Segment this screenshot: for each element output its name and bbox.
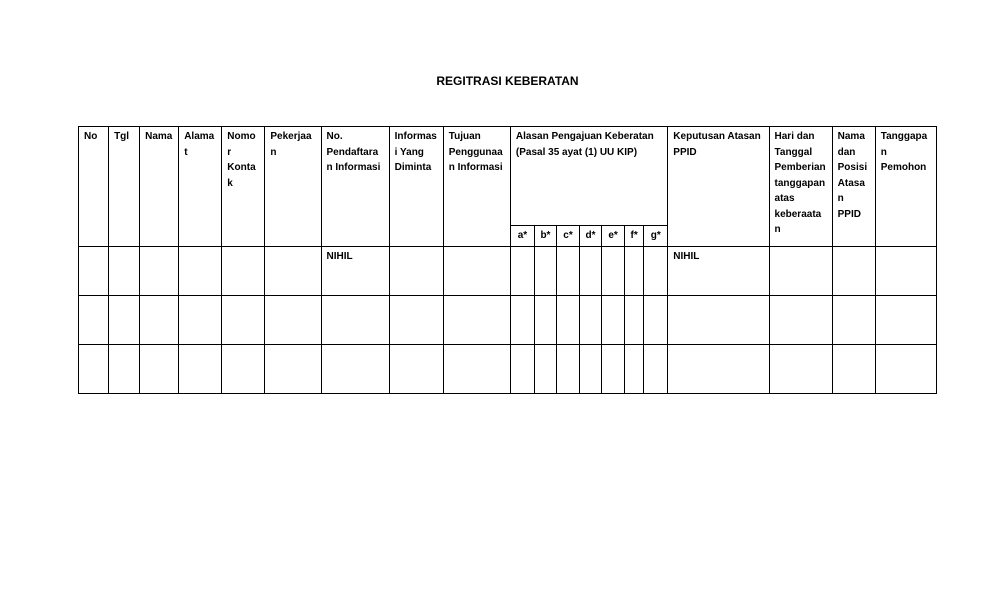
header-hari-tanggal: Hari dan Tanggal Pemberian tanggapan atas keberaatan [769, 127, 832, 247]
header-alasan-d: d* [580, 226, 602, 247]
cell-no-pendaftaran [321, 344, 389, 393]
header-tanggapan: Tanggapan Pemohon [875, 127, 936, 247]
cell-no-pendaftaran [321, 295, 389, 344]
table-row [79, 295, 937, 344]
header-nama-posisi: Nama dan Posisi Atasan PPID [832, 127, 875, 247]
header-no-pendaftaran: No. Pendaftaran Informasi [321, 127, 389, 247]
header-alasan-f: f* [625, 226, 644, 247]
page-title: REGITRASI KEBERATAN [436, 74, 579, 88]
header-alasan-e: e* [602, 226, 625, 247]
header-tgl: Tgl [109, 127, 140, 247]
header-tujuan: Tujuan Penggunaan Informasi [443, 127, 510, 247]
header-alasan-b: b* [534, 226, 556, 247]
header-nama: Nama [140, 127, 179, 247]
header-no: No [79, 127, 109, 247]
header-alasan-c: c* [556, 226, 579, 247]
header-nomor-kontak: Nomor Kontak [222, 127, 265, 247]
header-keputusan: Keputusan Atasan PPID [668, 127, 769, 247]
table-row [79, 246, 937, 295]
header-alamat: Alamat [179, 127, 222, 247]
header-alasan-a: a* [510, 226, 534, 247]
registration-table [78, 126, 937, 394]
cell-keputusan [668, 344, 769, 393]
cell-no-pendaftaran: NIHIL [321, 246, 389, 295]
header-alasan-g: g* [644, 226, 668, 247]
header-pekerjaan: Pekerjaan [265, 127, 321, 247]
header-alasan: Alasan Pengajuan Keberatan (Pasal 35 ayat (1) UU KIP) [510, 127, 667, 226]
table-row [79, 344, 937, 393]
cell-keputusan: NIHIL [668, 246, 769, 295]
cell-keputusan [668, 295, 769, 344]
header-informasi-diminta: Informasi Yang Diminta [389, 127, 443, 247]
